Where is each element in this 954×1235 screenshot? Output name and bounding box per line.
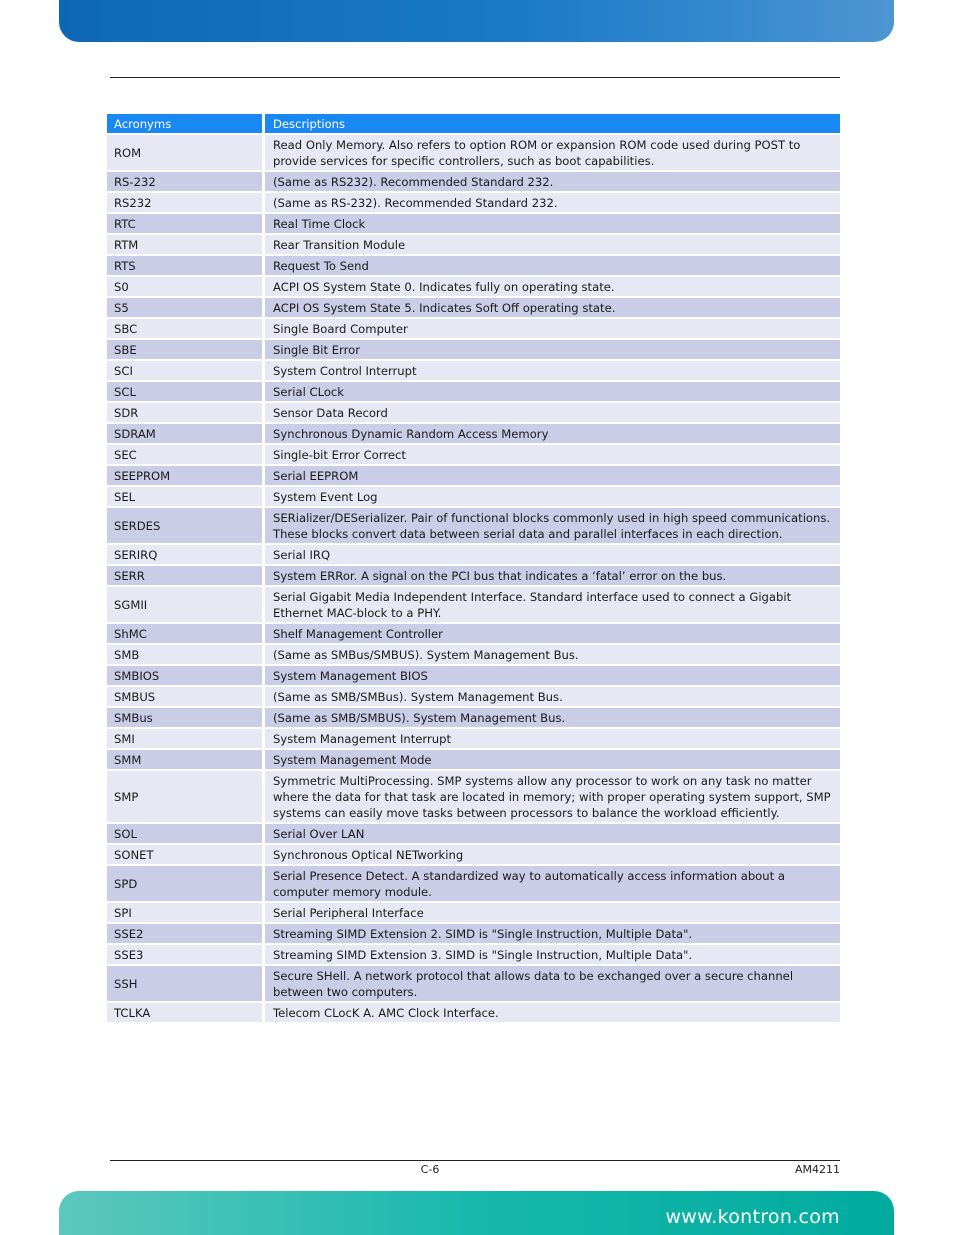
acronym-cell: SDRAM [107, 424, 262, 443]
acronym-cell: SMB [107, 645, 262, 664]
description-cell: Streaming SIMD Extension 3. SIMD is "Single Instruction, Multiple Data". [265, 945, 840, 964]
acronym-cell: RS232 [107, 193, 262, 212]
table-body [107, 135, 840, 1022]
acronym-cell: SSE2 [107, 924, 262, 943]
description-cell: Telecom CLocK A. AMC Clock Interface. [265, 1003, 840, 1022]
top-banner [59, 0, 894, 42]
table-row [107, 708, 840, 727]
table-row [107, 445, 840, 464]
table-row [107, 624, 840, 643]
table-row [107, 172, 840, 191]
acronym-cell: SBC [107, 319, 262, 338]
table-row [107, 403, 840, 422]
acronym-cell: SGMII [107, 587, 262, 622]
description-cell: Symmetric MultiProcessing. SMP systems allow any processor to work on any task no matter where the data for that task are located in memory; with proper operating system support, SMP systems can easily move tasks between processors to balance the workload efficiently. [265, 771, 840, 822]
description-cell: Serial Gigabit Media Independent Interface. Standard interface used to connect a Gigabit Ethernet MAC-block to a PHY. [265, 587, 840, 622]
acronym-cell: SOL [107, 824, 262, 843]
acronym-cell: SMI [107, 729, 262, 748]
description-cell: Sensor Data Record [265, 403, 840, 422]
acronym-cell: ROM [107, 135, 262, 170]
description-cell: System Management Interrupt [265, 729, 840, 748]
table-row [107, 729, 840, 748]
description-cell: Shelf Management Controller [265, 624, 840, 643]
table-row [107, 135, 840, 170]
description-cell: ACPI OS System State 5. Indicates Soft Off operating state. [265, 298, 840, 317]
description-cell: Streaming SIMD Extension 2. SIMD is "Single Instruction, Multiple Data". [265, 924, 840, 943]
table-row [107, 666, 840, 685]
description-cell: Serial Presence Detect. A standardized way to automatically access information about a computer memory module. [265, 866, 840, 901]
table-row [107, 1003, 840, 1022]
table-row [107, 319, 840, 338]
acronym-table [107, 114, 840, 1024]
acronym-cell: RS-232 [107, 172, 262, 191]
description-cell: Read Only Memory. Also refers to option ROM or expansion ROM code used during POST to provide services for specific controllers, such as boot capabilities. [265, 135, 840, 170]
table-row [107, 193, 840, 212]
footer-rule [110, 1160, 840, 1161]
header-acronyms: Acronyms [107, 114, 262, 133]
acronym-cell: TCLKA [107, 1003, 262, 1022]
description-cell: Request To Send [265, 256, 840, 275]
description-cell: Rear Transition Module [265, 235, 840, 254]
table-row [107, 824, 840, 843]
description-cell: Secure SHell. A network protocol that allows data to be exchanged over a secure channel between two computers. [265, 966, 840, 1001]
header-rule [110, 77, 840, 78]
table-row [107, 424, 840, 443]
acronym-cell: S0 [107, 277, 262, 296]
table-row [107, 487, 840, 506]
acronym-cell: SMBIOS [107, 666, 262, 685]
description-cell: ACPI OS System State 0. Indicates fully on operating state. [265, 277, 840, 296]
description-cell: (Same as SMBus/SMBUS). System Management Bus. [265, 645, 840, 664]
description-cell: Single Bit Error [265, 340, 840, 359]
acronym-cell: SBE [107, 340, 262, 359]
bottom-banner [59, 1191, 894, 1235]
description-cell: System ERRor. A signal on the PCI bus that indicates a ‘fatal’ error on the bus. [265, 566, 840, 585]
description-cell: Serial IRQ [265, 545, 840, 564]
table-row [107, 214, 840, 233]
page-number: C-6 [420, 1163, 440, 1176]
acronym-cell: SONET [107, 845, 262, 864]
description-cell: (Same as RS-232). Recommended Standard 232. [265, 193, 840, 212]
table-row [107, 645, 840, 664]
header-descriptions: Descriptions [265, 114, 840, 133]
table-row [107, 277, 840, 296]
table-row [107, 945, 840, 964]
table-row [107, 235, 840, 254]
table-row [107, 340, 840, 359]
description-cell: Serial Peripheral Interface [265, 903, 840, 922]
website-link[interactable]: www.kontron.com [665, 1206, 840, 1228]
acronym-cell: SERIRQ [107, 545, 262, 564]
description-cell: (Same as SMB/SMBus). System Management Bus. [265, 687, 840, 706]
acronym-cell: SMBUS [107, 687, 262, 706]
acronym-cell: SERR [107, 566, 262, 585]
acronym-cell: SPI [107, 903, 262, 922]
description-cell: System Control Interrupt [265, 361, 840, 380]
table-header-row [107, 114, 840, 133]
acronym-cell: SMP [107, 771, 262, 822]
acronym-cell: SMBus [107, 708, 262, 727]
description-cell: (Same as SMB/SMBUS). System Management Bus. [265, 708, 840, 727]
table-row [107, 866, 840, 901]
acronym-cell: ShMC [107, 624, 262, 643]
acronym-cell: SDR [107, 403, 262, 422]
table-row [107, 466, 840, 485]
acronym-cell: RTC [107, 214, 262, 233]
table-row [107, 587, 840, 622]
table-row [107, 924, 840, 943]
table-row [107, 750, 840, 769]
description-cell: System Management Mode [265, 750, 840, 769]
table-row [107, 687, 840, 706]
table-row [107, 771, 840, 822]
description-cell: Serial EEPROM [265, 466, 840, 485]
table-row [107, 545, 840, 564]
description-cell: SERializer/DESerializer. Pair of functional blocks commonly used in high speed communications. These blocks convert data between serial data and parallel interfaces in each direction. [265, 508, 840, 543]
description-cell: Serial CLock [265, 382, 840, 401]
acronym-cell: SCL [107, 382, 262, 401]
description-cell: System Management BIOS [265, 666, 840, 685]
table-row [107, 903, 840, 922]
acronym-cell: SEL [107, 487, 262, 506]
description-cell: Serial Over LAN [265, 824, 840, 843]
document-id: AM4211 [794, 1163, 840, 1176]
description-cell: Single-bit Error Correct [265, 445, 840, 464]
acronym-cell: SMM [107, 750, 262, 769]
description-cell: Real Time Clock [265, 214, 840, 233]
table-row [107, 298, 840, 317]
acronym-cell: RTM [107, 235, 262, 254]
table-row [107, 361, 840, 380]
acronym-cell: SERDES [107, 508, 262, 543]
description-cell: Single Board Computer [265, 319, 840, 338]
description-cell: Synchronous Dynamic Random Access Memory [265, 424, 840, 443]
table-row [107, 508, 840, 543]
acronym-cell: SEC [107, 445, 262, 464]
description-cell: Synchronous Optical NETworking [265, 845, 840, 864]
acronym-cell: S5 [107, 298, 262, 317]
table-row [107, 566, 840, 585]
table-row [107, 966, 840, 1001]
description-cell: System Event Log [265, 487, 840, 506]
description-cell: (Same as RS232). Recommended Standard 232. [265, 172, 840, 191]
acronym-cell: RTS [107, 256, 262, 275]
acronym-cell: SEEPROM [107, 466, 262, 485]
acronym-cell: SCI [107, 361, 262, 380]
table-row [107, 256, 840, 275]
acronym-cell: SSE3 [107, 945, 262, 964]
table-row [107, 382, 840, 401]
acronym-cell: SSH [107, 966, 262, 1001]
acronym-cell: SPD [107, 866, 262, 901]
table-row [107, 845, 840, 864]
